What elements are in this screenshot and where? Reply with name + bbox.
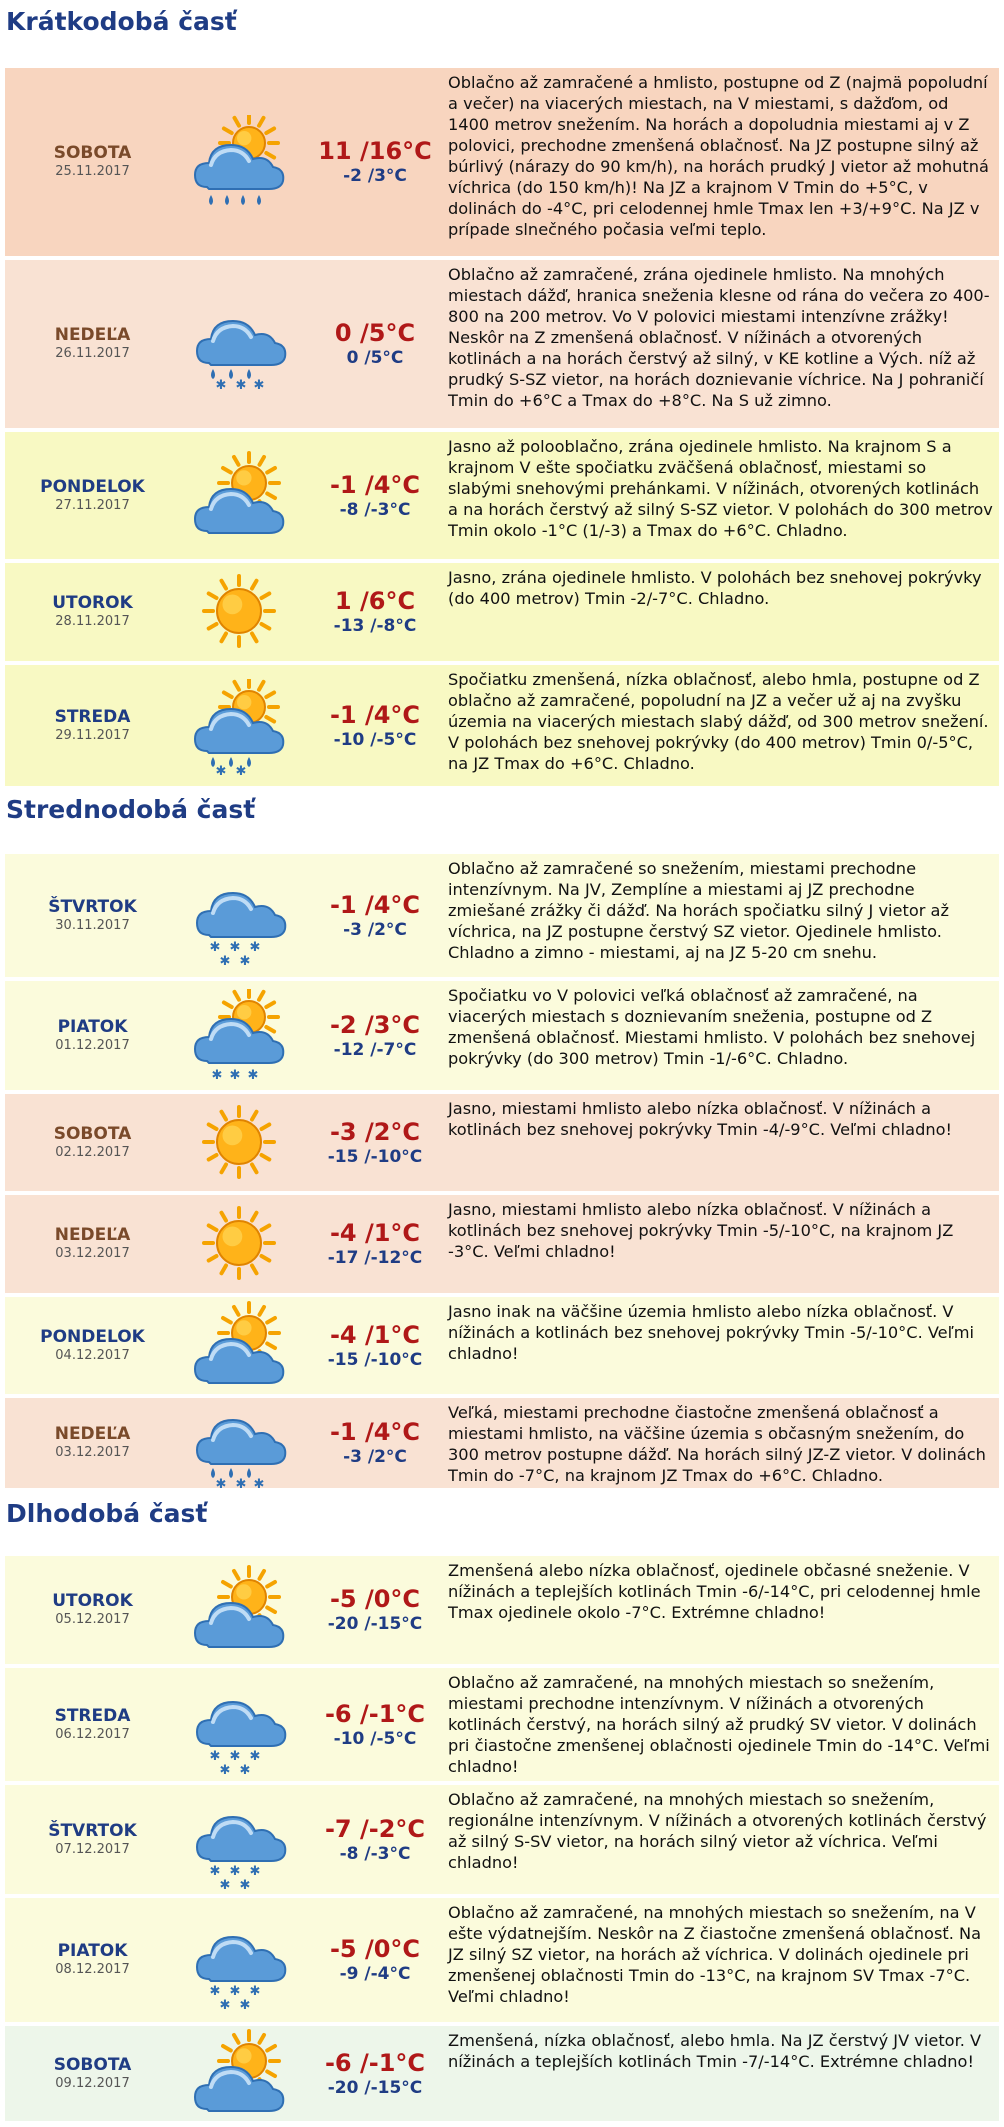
forecast-description: Jasno, miestami hmlisto alebo nízka oblačnosť. V nížinách a kotlinách bez snehovej pokrývky Tmin -5/-10°C, na krajnom JZ -3°C. Veľmi chladno! (448, 1200, 954, 1261)
cloud-snow-icon (191, 1793, 287, 1889)
day-block (5, 1124, 180, 1162)
svg-text:✱: ✱ (249, 1984, 261, 1999)
temperature-block (300, 1700, 450, 1750)
sun-cloud-snow-icon (191, 989, 287, 1085)
temperature-night: -8 /-3°C (339, 499, 411, 520)
day-name: PIATOK (57, 1941, 128, 1961)
temperature-night: -15 /-10°C (327, 1146, 423, 1167)
forecast-description: Spočiatku vo V polovici veľká oblačnosť až zamračené, na viacerých miestach s doznievaním sneženia, postupne od Z zmenšená oblačnosť. Miestami hmlisto. V polohách bez snehovej pokrývky (do 300 metrov) Tmin -1/-6°C. Chladno. (448, 986, 976, 1068)
svg-text:✱: ✱ (247, 1067, 259, 1083)
svg-text:✱: ✱ (235, 1477, 247, 1492)
temperature-night: -8 /-3°C (339, 1843, 411, 1864)
section-title-short-term: Krátkodobá časť (6, 7, 237, 36)
day-date: 29.11.2017 (55, 727, 130, 743)
temperature-night: -3 /2°C (343, 1447, 407, 1467)
forecast-description: Oblačno až zamračené a hmlisto, postupne od Z (najmä popoludní a večer) na viacerých miestach, na V miestami, s dažďom, od 1400 metrov snežením. Na horách a dopoludnia miestami aj v Z polovici, prechodne zmenšená oblačnosť. Na JZ postupne silný až búrlivý (nárazy do 90 km/h), na horách prudký J vietor až mohutná víchrica (do 150 km/h)! Na JZ a krajnom V Tmin do +5°C, v dolinách do -4°C, pri celodennej hmle Tmax len +3/+9°C. Na JZ v prípade slnečného počasia veľmi teplo. (448, 73, 989, 239)
cloud-snow-icon (191, 1913, 287, 2009)
day-name: STREDA (54, 1705, 131, 1726)
day-block (5, 325, 180, 363)
day-name: NEDEĽA (54, 1424, 131, 1444)
day-name: UTOROK (52, 593, 133, 613)
day-date: 25.11.2017 (55, 164, 130, 179)
day-date: 04.12.2017 (55, 1347, 130, 1363)
sun-icon (191, 1197, 287, 1293)
day-name: STREDA (54, 706, 131, 727)
day-name: SOBOTA (53, 1123, 132, 1144)
svg-text:✱: ✱ (215, 763, 227, 775)
svg-text:✱: ✱ (239, 1998, 251, 2009)
temperature-day: -3 /2°C (329, 1117, 421, 1146)
day-name: NEDEĽA (54, 1225, 131, 1245)
svg-text:✱: ✱ (219, 1877, 231, 1889)
cloud-snow-icon (191, 1678, 287, 1774)
temperature-night: -12 /-7°C (333, 1039, 417, 1060)
day-date: 09.12.2017 (55, 2075, 130, 2091)
temperature-day: -7 /-2°C (324, 1814, 426, 1843)
temperature-block (300, 1935, 450, 1985)
day-block (5, 593, 180, 631)
temperature-day: -6 /-1°C (324, 2048, 426, 2077)
svg-text:✱: ✱ (219, 953, 231, 965)
temperature-day: -1 /4°C (329, 470, 421, 499)
forecast-row (5, 663, 999, 786)
day-block (5, 1225, 180, 1263)
cloud-sleet-icon (191, 297, 287, 393)
forecast-row (5, 561, 999, 661)
forecast-row (5, 1092, 999, 1191)
temperature-day: -4 /1°C (329, 1219, 421, 1247)
svg-text:✱: ✱ (219, 1762, 231, 1774)
forecast-row (5, 979, 999, 1090)
day-block (5, 1941, 180, 1979)
svg-text:✱: ✱ (209, 939, 221, 955)
forecast-row (5, 1396, 999, 1492)
temperature-night: 0 /5°C (346, 348, 404, 368)
sun-icon (191, 1096, 287, 1192)
day-block (5, 1706, 180, 1744)
sun-cloud-icon (191, 449, 287, 545)
sun-icon (191, 565, 287, 661)
temperature-night: -9 /-4°C (339, 1964, 411, 1984)
forecast-description: Oblačno až zamračené so snežením, miestami prechodne intenzívnym. Na JV, Zemplíne a miestami aj JZ prechodne zmiešané zrážky či dážď. Na horách spočiatku silný J vietor až víchrica, na JZ postupne čerstvý SZ vietor. Ojedinele hmlisto. Chladno a zimno - miestami, aj na JZ 5-20 cm snehu. (448, 859, 949, 962)
forecast-description: Veľká, miestami prechodne čiastočne zmenšená oblačnosť a miestami hmlisto, na väčšine územia s občasným snežením, do 300 metrov postupne dážď. Na horách silný JZ-Z vietor. V dolinách Tmin do -7°C, na krajnom JZ Tmax do +6°C. Chladno. (448, 1403, 986, 1485)
temperature-day: -5 /0°C (329, 1935, 421, 1963)
day-block (5, 2055, 180, 2093)
section-title-long-term: Dlhodobá časť (6, 1499, 208, 1528)
day-block (5, 1424, 180, 1462)
day-date: 26.11.2017 (55, 346, 130, 361)
day-date: 28.11.2017 (55, 614, 130, 629)
svg-text:✱: ✱ (229, 939, 241, 955)
forecast-description: Oblačno až zamračené, na mnohých miestach so snežením, regionálne intenzívnym. V nížinách a otvorených kotlinách čerstvý až silný S-SV vietor, na horách silný vietor až víchrica. Veľmi chladno! (448, 1790, 987, 1872)
forecast-row (5, 1783, 999, 1894)
temperature-block (300, 1219, 450, 1269)
sun-cloud-icon (191, 1563, 287, 1659)
day-block (5, 1821, 180, 1859)
svg-text:✱: ✱ (235, 763, 247, 775)
temperature-day: -1 /4°C (329, 890, 421, 919)
svg-text:✱: ✱ (239, 1877, 251, 1889)
day-block (5, 143, 180, 181)
svg-text:✱: ✱ (229, 1748, 241, 1764)
temperature-block (300, 1418, 450, 1468)
forecast-row (5, 430, 999, 559)
cloud-snow-icon (191, 869, 287, 965)
temperature-block (300, 137, 450, 187)
day-date: 27.11.2017 (55, 497, 130, 513)
temperature-day: 1 /6°C (334, 587, 416, 615)
day-name: SOBOTA (53, 2054, 132, 2075)
svg-text:✱: ✱ (209, 1748, 221, 1764)
day-block (5, 477, 180, 515)
sun-cloud-sleet-icon (191, 679, 287, 775)
svg-text:✱: ✱ (249, 1748, 261, 1764)
forecast-description: Jasno, miestami hmlisto alebo nízka oblačnosť. V nížinách a kotlinách bez snehovej pokrývky Tmin -4/-9°C. Veľmi chladno! (448, 1099, 953, 1139)
sun-cloud-icon (191, 2027, 287, 2123)
svg-text:✱: ✱ (249, 939, 261, 955)
svg-text:✱: ✱ (253, 378, 265, 393)
day-block (5, 1327, 180, 1365)
temperature-block (300, 701, 450, 751)
day-date: 06.12.2017 (55, 1726, 130, 1742)
temperature-block (300, 2049, 450, 2099)
day-name: PONDELOK (40, 1326, 145, 1347)
temperature-day: 0 /5°C (334, 319, 416, 347)
temperature-night: -20 /-15°C (327, 2077, 423, 2098)
svg-text:✱: ✱ (229, 1984, 241, 1999)
svg-text:✱: ✱ (219, 1998, 231, 2009)
day-block (5, 1017, 180, 1055)
sun-cloud-icon (191, 1299, 287, 1395)
svg-text:✱: ✱ (239, 1762, 251, 1774)
forecast-description: Jasno až polooblačno, zrána ojedinele hmlisto. Na krajnom S a krajnom V ešte spočiatku zväčšená oblačnosť, miestami so slabými snehovými prehánkami. V nížinách, otvorených kotlinách a na horách čerstvý až silný S-SZ vietor. V polohách do 300 metrov Tmin okolo -1°C (1/-3) a Tmax do +6°C. Chladno. (448, 437, 993, 540)
forecast-row (5, 1193, 999, 1293)
svg-text:✱: ✱ (229, 1863, 241, 1879)
temperature-block (300, 587, 450, 637)
temperature-night: -3 /2°C (343, 919, 407, 940)
temperature-block (300, 1321, 450, 1371)
temperature-day: -6 /-1°C (324, 1699, 426, 1728)
temperature-block (300, 319, 450, 369)
cloud-sleet-icon (191, 1396, 287, 1492)
sun-cloud-rain-icon (191, 115, 287, 211)
svg-text:✱: ✱ (249, 1863, 261, 1879)
forecast-description: Zmenšená, nízka oblačnosť, alebo hmla. Na JZ čerstvý JV vietor. V nížinách a teplejších kotlinách Tmin -7/-14°C. Extrémne chladno! (448, 2031, 982, 2071)
temperature-block (300, 891, 450, 941)
day-date: 01.12.2017 (55, 1037, 130, 1053)
svg-text:✱: ✱ (209, 1984, 221, 1999)
day-block (5, 707, 180, 745)
temperature-day: -2 /3°C (329, 1010, 421, 1039)
day-name: NEDEĽA (54, 325, 131, 345)
day-date: 03.12.2017 (55, 1445, 130, 1460)
day-block (5, 1591, 180, 1629)
day-name: PONDELOK (40, 476, 145, 497)
temperature-night: -15 /-10°C (327, 1349, 423, 1370)
forecast-row (5, 66, 999, 256)
temperature-day: -4 /1°C (329, 1320, 421, 1349)
day-block (5, 897, 180, 935)
forecast-description: Zmenšená alebo nízka oblačnosť, ojedinele občasné sneženie. V nížinách a teplejších kotlinách Tmin -6/-14°C, pri celodennej hmle Tmax ojedinele okolo -7°C. Extrémne chladno! (448, 1561, 981, 1622)
forecast-row (5, 2024, 999, 2121)
day-date: 05.12.2017 (55, 1612, 130, 1627)
svg-text:✱: ✱ (253, 1477, 265, 1492)
temperature-day: -5 /0°C (329, 1585, 421, 1613)
forecast-description: Jasno inak na väčšine územia hmlisto alebo nízka oblačnosť. V nížinách a kotlinách bez snehovej pokrývky Tmin -5/-10°C. Veľmi chladno! (448, 1302, 974, 1363)
temperature-block (300, 1815, 450, 1865)
svg-text:✱: ✱ (209, 1863, 221, 1879)
temperature-night: -20 /-15°C (327, 1614, 423, 1634)
day-date: 30.11.2017 (55, 917, 130, 933)
temperature-day: -1 /4°C (329, 1418, 421, 1446)
svg-text:✱: ✱ (239, 953, 251, 965)
svg-text:✱: ✱ (235, 378, 247, 393)
forecast-row (5, 1295, 999, 1394)
temperature-night: -17 /-12°C (327, 1248, 423, 1268)
day-name: ŠTVRTOK (48, 896, 137, 917)
day-date: 07.12.2017 (55, 1841, 130, 1857)
temperature-block (300, 1118, 450, 1168)
svg-text:✱: ✱ (215, 378, 227, 393)
forecast-description: Jasno, zrána ojedinele hmlisto. V polohách bez snehovej pokrývky (do 400 metrov) Tmin -2/-7°C. Chladno. (448, 568, 982, 608)
day-name: ŠTVRTOK (48, 1820, 137, 1841)
section-title-mid-term: Strednodobá časť (6, 795, 256, 824)
day-name: SOBOTA (53, 143, 132, 163)
forecast-row (5, 1554, 999, 1664)
forecast-row (5, 1896, 999, 2022)
forecast-row (5, 852, 999, 977)
forecast-description: Spočiatku zmenšená, nízka oblačnosť, alebo hmla, postupne od Z oblačno až zamračené, popoludní na JZ a večer už aj na zvyšku územia na viacerých miestach slabý dážď, od 300 metrov snežení. V polohách bez snehovej pokrývky (do 400 metrov) Tmin 0/-5°C, na JZ Tmax do +6°C. Chladno. (448, 670, 989, 773)
svg-text:✱: ✱ (229, 1067, 241, 1083)
day-date: 02.12.2017 (55, 1144, 130, 1160)
temperature-night: -13 /-8°C (333, 616, 417, 636)
temperature-block (300, 471, 450, 521)
svg-text:✱: ✱ (211, 1067, 223, 1083)
temperature-block (300, 1011, 450, 1061)
temperature-day: -1 /4°C (329, 700, 421, 729)
svg-text:✱: ✱ (215, 1477, 227, 1492)
day-date: 08.12.2017 (55, 1962, 130, 1977)
day-name: PIATOK (57, 1016, 128, 1037)
forecast-description: Oblačno až zamračené, zrána ojedinele hmlisto. Na mnohých miestach dážď, hranica sneženia klesne od rána do večera zo 400-800 na 200 metrov. Vo V polovici miestami intenzívne zrážky! Neskôr na Z zmenšená oblačnosť. V nížinách a otvorených kotlinách a na horách čerstvý až silný, v KE kotline a Vých. níž až prudký S-SZ vietor, na horách doznievanie víchrice. Na J pohraničí Tmin do +6°C a Tmax do +8°C. Na S už zimno. (448, 265, 990, 410)
forecast-row (5, 258, 999, 428)
forecast-row (5, 1666, 999, 1781)
temperature-night: -10 /-5°C (333, 729, 417, 750)
temperature-block (300, 1585, 450, 1635)
forecast-description: Oblačno až zamračené, na mnohých miestach so snežením, na V ešte výdatnejším. Neskôr na Z čiastočne zmenšená oblačnosť. Na JZ silný SZ vietor, na horách až víchrica. V dolinách ojedinele pri zmenšenej oblačnosti Tmin do -13°C, na krajnom SV Tmax -7°C. Veľmi chladno! (448, 1903, 982, 2006)
day-date: 03.12.2017 (55, 1246, 130, 1261)
day-name: UTOROK (52, 1591, 133, 1611)
temperature-day: 11 /16°C (318, 137, 432, 165)
temperature-night: -10 /-5°C (333, 1728, 417, 1749)
forecast-description: Oblačno až zamračené, na mnohých miestach so snežením, miestami prechodne intenzívnym. V nížinách a otvorených kotlinách čerstvý, na horách silný až prudký SV vietor. V dolinách pri čiastočne zmenšenej oblačnosti ojedinele Tmin do -14°C. Veľmi chladno! (448, 1673, 990, 1776)
temperature-night: -2 /3°C (343, 166, 407, 186)
